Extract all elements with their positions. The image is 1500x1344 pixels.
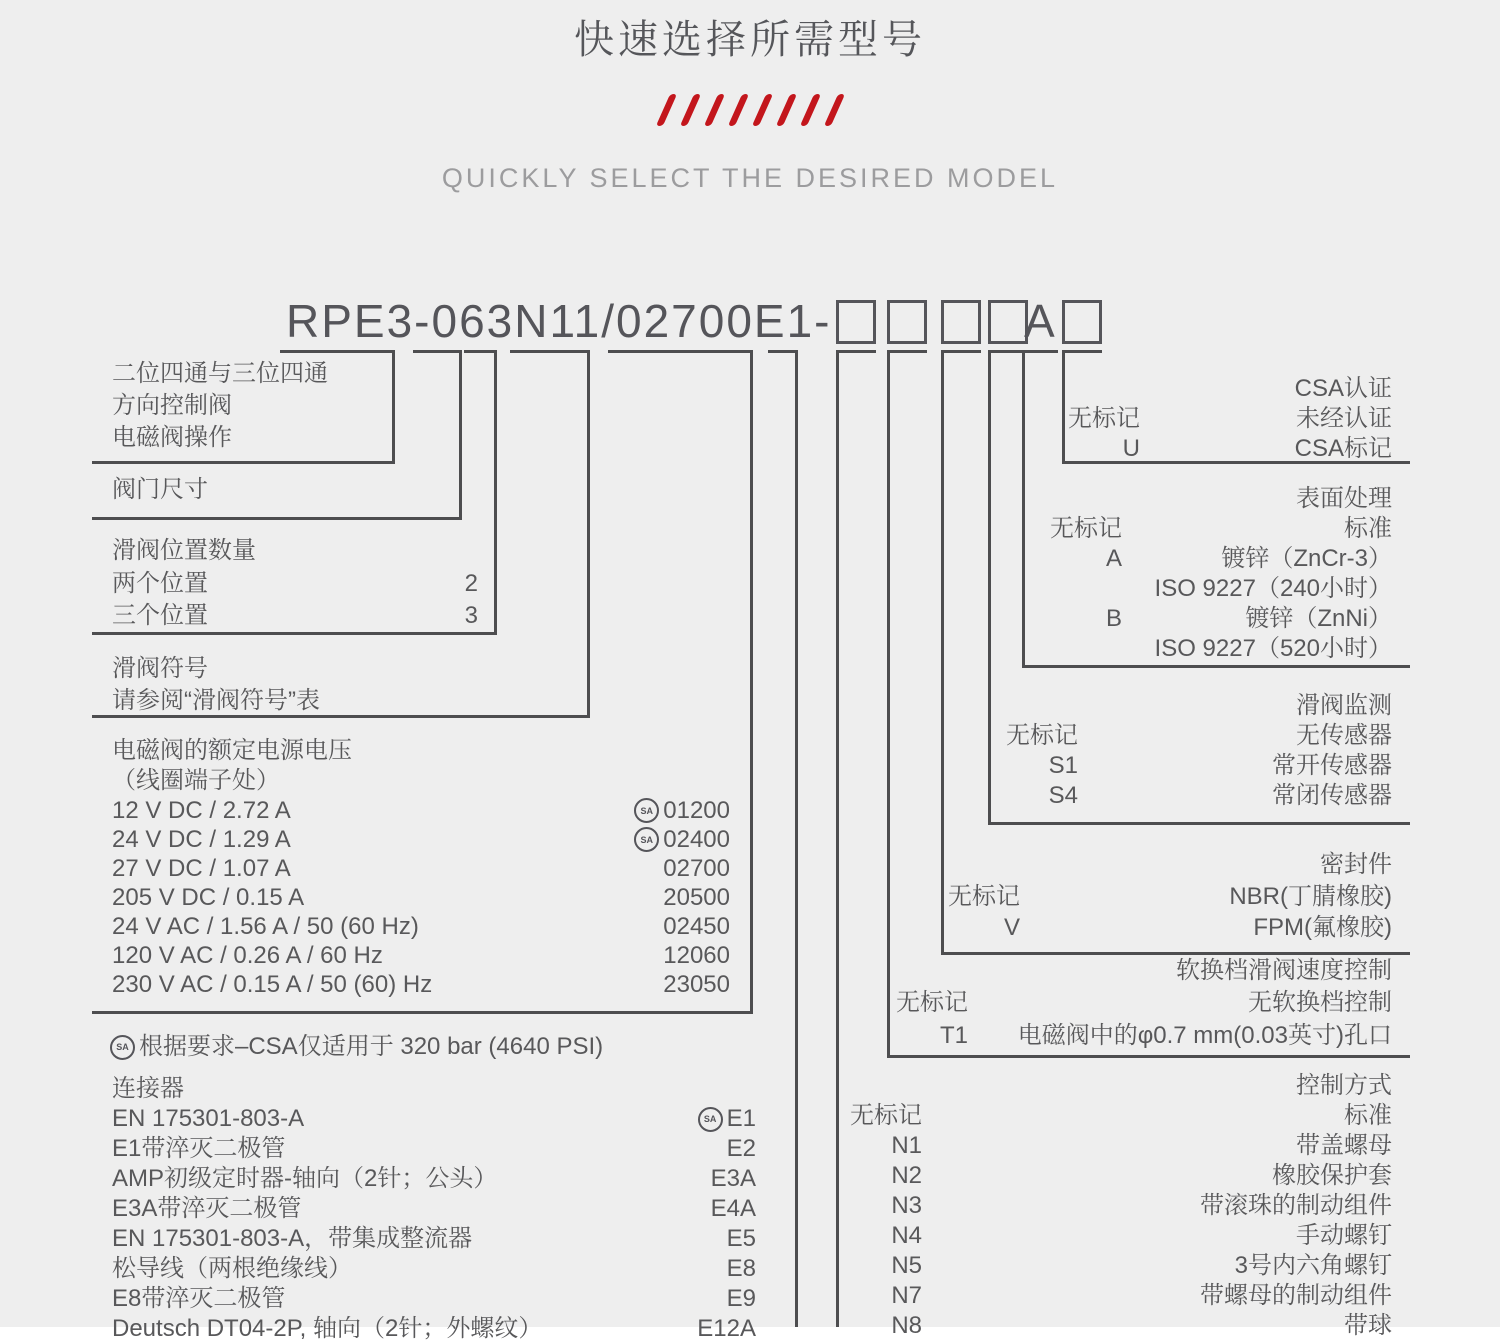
option-label: CSA标记 — [1294, 435, 1392, 462]
underline-spool-symbol — [510, 350, 590, 353]
option-label: 27 V DC / 1.07 A — [112, 854, 291, 882]
csa-note — [110, 1028, 603, 1062]
valve-size-label: 阀门尺寸 — [112, 476, 208, 503]
red-slash-icon — [799, 94, 820, 126]
option-row — [800, 986, 1392, 1019]
option-label: E8带淬灭二极管 — [112, 1285, 286, 1312]
option-label: E3A带淬灭二极管 — [112, 1195, 302, 1222]
option-row — [760, 1251, 1392, 1281]
option-row — [112, 1254, 756, 1284]
option-label: ISO 9227（240小时） — [1154, 575, 1392, 602]
section-title: 控制方式 — [1296, 1072, 1392, 1099]
option-code: 01200 — [663, 796, 730, 824]
option-row — [960, 634, 1392, 664]
underline-soft-shifting — [887, 350, 927, 353]
red-slash-icon — [703, 94, 724, 126]
option-label: 3号内六角螺钉 — [1234, 1252, 1392, 1279]
option-row — [960, 544, 1392, 574]
section-connector — [112, 1074, 756, 1344]
option-row — [980, 434, 1392, 464]
option-row — [920, 721, 1392, 751]
option-code: 无标记 — [1068, 405, 1140, 432]
option-code: 无标记 — [948, 882, 1020, 910]
bottomline-soft-shifting — [887, 1055, 1410, 1058]
section-surface-treatment — [960, 484, 1392, 664]
red-slash-icon — [751, 94, 772, 126]
option-row — [800, 1019, 1392, 1052]
option-code: N7 — [891, 1282, 922, 1309]
option-label: NBR(丁腈橡胶) — [1229, 882, 1392, 910]
option-code: B — [1105, 605, 1122, 632]
option-code: 02400 — [663, 825, 730, 853]
section-csa-certification — [980, 374, 1392, 464]
option-label: 三个位置 — [112, 602, 208, 629]
option-label: 24 V AC / 1.56 A / 50 (60 Hz) — [112, 912, 419, 940]
option-label: 无传感器 — [1296, 722, 1392, 749]
bottomline-supply-voltage — [92, 1011, 753, 1014]
section-soft-shifting — [800, 956, 1392, 1052]
code-placeholder-box-4 — [988, 300, 1028, 344]
code-placeholder-box-3 — [941, 300, 981, 344]
option-label: E1带淬灭二极管 — [112, 1135, 286, 1162]
option-label: 镀锌（ZnCr-3） — [1221, 545, 1392, 572]
option-row — [960, 574, 1392, 604]
option-code: U — [1122, 435, 1140, 462]
section-spool-positions — [112, 536, 478, 632]
option-code: E4A — [710, 1195, 756, 1222]
option-label: 无软换档控制 — [1248, 988, 1392, 1016]
option-label: 24 V DC / 1.29 A — [112, 825, 291, 853]
option-label: 松导线（两根绝缘线） — [112, 1255, 352, 1282]
option-code: T1 — [939, 1021, 968, 1049]
option-row — [112, 941, 730, 970]
option-row — [112, 854, 730, 883]
option-label: 常闭传感器 — [1272, 782, 1392, 809]
option-label: 镀锌（ZnNi） — [1245, 605, 1392, 632]
option-label: 标准 — [1344, 515, 1392, 542]
option-code: E1 — [726, 1105, 756, 1132]
option-row — [960, 514, 1392, 544]
option-code: 无标记 — [1006, 722, 1078, 749]
section-title: 滑阀监测 — [1296, 692, 1392, 719]
vline-soft-shifting — [887, 350, 890, 1058]
model-code-fixed-letter: A — [1024, 295, 1055, 347]
bottomline-valve-size — [92, 517, 462, 520]
option-label: 手动螺钉 — [1296, 1222, 1392, 1249]
underline-control-method — [836, 350, 876, 353]
option-code: N1 — [891, 1132, 922, 1159]
section-valve-type — [112, 358, 328, 454]
option-label: AMP初级定时器-轴向（2针；公头） — [112, 1165, 498, 1192]
option-label: 带球 — [1344, 1312, 1392, 1339]
option-code: 无标记 — [850, 1102, 922, 1129]
section-title: 滑阀位置数量 — [112, 537, 256, 564]
option-label: 未经认证 — [1296, 405, 1392, 432]
option-row — [860, 913, 1392, 943]
option-label: EN 175301-803-A，带集成整流器 — [112, 1225, 473, 1252]
option-row — [112, 1284, 756, 1314]
vline-valve-size — [459, 350, 462, 520]
red-slash-icon — [775, 94, 796, 126]
option-row — [112, 568, 478, 600]
option-code: 2 — [464, 570, 478, 597]
section-title: 表面处理 — [1296, 485, 1392, 512]
code-placeholder-box-5 — [1062, 300, 1102, 344]
option-code: E8 — [726, 1255, 756, 1282]
red-slash-icon — [823, 94, 844, 126]
page-subtitle: QUICKLY SELECT THE DESIRED MODEL — [441, 163, 1059, 193]
csa-icon: SA — [634, 798, 659, 823]
option-row — [112, 1314, 756, 1344]
underline-connector — [768, 350, 798, 353]
option-label: 橡胶保护套 — [1272, 1162, 1392, 1189]
csa-note-text: 根据要求–CSA仅适用于 320 bar (4640 PSI) — [139, 1033, 604, 1060]
option-code: 3 — [464, 602, 478, 629]
section-subtitle: （线圈端子处） — [112, 767, 280, 794]
model-code-prefix: RPE3-063N11/02700E1- — [286, 295, 832, 347]
option-code: 02700 — [663, 854, 730, 882]
option-code: A — [1105, 545, 1122, 572]
code-placeholder-box-2 — [887, 300, 927, 344]
option-row — [980, 404, 1392, 434]
option-code: E12A — [697, 1315, 756, 1342]
option-row — [760, 1161, 1392, 1191]
option-label: 电磁阀中的φ0.7 mm(0.03英寸)孔口 — [1017, 1021, 1392, 1049]
option-row — [112, 1194, 756, 1224]
option-label: 两个位置 — [112, 570, 208, 597]
option-label: ISO 9227（520小时） — [1154, 635, 1392, 662]
option-code: 23050 — [663, 970, 730, 998]
valve-type-line: 方向控制阀 — [112, 392, 232, 419]
option-row — [760, 1311, 1392, 1341]
red-slash-icon — [655, 94, 676, 126]
option-row — [920, 751, 1392, 781]
option-code: 无标记 — [1050, 515, 1122, 542]
option-label: 带螺母的制动组件 — [1200, 1282, 1392, 1309]
option-row — [112, 825, 730, 854]
csa-icon: SA — [110, 1035, 135, 1060]
section-spool-symbol — [112, 653, 320, 717]
section-title: 电磁阀的额定电源电压 — [112, 737, 352, 764]
underline-valve-type — [280, 350, 395, 353]
option-label: 120 V AC / 0.26 A / 60 Hz — [112, 941, 383, 969]
option-row — [112, 600, 478, 632]
section-title: 密封件 — [1320, 851, 1392, 878]
option-row — [112, 796, 730, 825]
underline-valve-size — [413, 350, 462, 353]
option-code: N5 — [891, 1252, 922, 1279]
code-placeholder-box-1 — [836, 300, 876, 344]
underline-seals — [941, 350, 981, 353]
option-row — [860, 880, 1392, 913]
option-code: E9 — [726, 1285, 756, 1312]
option-row — [760, 1101, 1392, 1131]
spool-symbol-line: 请参阅“滑阀符号”表 — [112, 687, 320, 714]
option-code: 02450 — [663, 912, 730, 940]
underline-surface-treatment — [1022, 350, 1058, 353]
option-row — [112, 912, 730, 941]
option-row — [112, 1134, 756, 1164]
option-code: 12060 — [663, 941, 730, 969]
option-row — [760, 1191, 1392, 1221]
option-code: 20500 — [663, 883, 730, 911]
option-label: FPM(氟橡胶) — [1253, 914, 1392, 941]
option-code: N8 — [891, 1312, 922, 1339]
vline-valve-type — [392, 350, 395, 464]
option-label: 带盖螺母 — [1296, 1132, 1392, 1159]
bottomline-surface-treatment — [1022, 665, 1410, 668]
underline-supply-voltage — [608, 350, 753, 353]
option-label: 205 V DC / 0.15 A — [112, 883, 305, 911]
red-slashes-decoration — [0, 94, 1500, 126]
option-code: E3A — [710, 1165, 756, 1192]
option-code: N4 — [891, 1222, 922, 1249]
option-label: 230 V AC / 0.15 A / 50 (60) Hz — [112, 970, 433, 998]
option-row — [112, 1224, 756, 1254]
vline-spool-symbol — [587, 350, 590, 718]
option-code: S4 — [1048, 782, 1078, 809]
bottomline-spool-monitoring — [988, 822, 1410, 825]
option-code: E2 — [726, 1135, 756, 1162]
option-label: EN 175301-803-A — [112, 1105, 305, 1132]
csa-icon: SA — [634, 827, 659, 852]
option-row — [760, 1221, 1392, 1251]
page-title: 快速选择所需型号 — [574, 18, 926, 62]
option-row — [112, 1164, 756, 1194]
option-row — [960, 604, 1392, 634]
option-code: S1 — [1048, 752, 1078, 779]
option-row — [920, 781, 1392, 811]
section-seals — [860, 850, 1392, 943]
valve-type-line: 电磁阀操作 — [112, 424, 232, 451]
bottomline-seals — [941, 952, 1410, 955]
section-title: 连接器 — [112, 1075, 184, 1102]
option-code: N3 — [891, 1192, 922, 1219]
section-supply-voltage — [112, 736, 730, 999]
valve-type-line: 二位四通与三位四通 — [112, 360, 328, 387]
section-spool-monitoring — [920, 691, 1392, 811]
bottomline-spool-positions — [92, 632, 497, 635]
red-slash-icon — [679, 94, 700, 126]
option-label: 标准 — [1344, 1102, 1392, 1129]
red-slash-icon — [727, 94, 748, 126]
vline-spool-positions — [494, 350, 497, 635]
bottomline-valve-type — [92, 461, 395, 464]
section-title: 软换档滑阀速度控制 — [1176, 957, 1392, 984]
csa-icon: SA — [698, 1107, 723, 1132]
option-code: V — [1003, 914, 1020, 941]
option-label: 带滚珠的制动组件 — [1200, 1192, 1392, 1219]
option-code: N2 — [891, 1162, 922, 1189]
option-label: 12 V DC / 2.72 A — [112, 796, 291, 824]
option-code: 无标记 — [896, 988, 968, 1016]
option-label: 常开传感器 — [1272, 752, 1392, 779]
underline-spool-positions — [464, 350, 497, 353]
option-row — [112, 970, 730, 999]
section-control-method — [760, 1071, 1392, 1341]
option-row — [112, 883, 730, 912]
spool-symbol-line: 滑阀符号 — [112, 655, 208, 682]
option-code: E5 — [726, 1225, 756, 1252]
section-valve-size — [112, 475, 208, 505]
section-title: CSA认证 — [1294, 375, 1392, 402]
option-row — [760, 1131, 1392, 1161]
vline-supply-voltage — [750, 350, 753, 1014]
option-row — [760, 1281, 1392, 1311]
underline-csa-certification — [1062, 350, 1102, 353]
option-row — [112, 1104, 756, 1134]
option-label: Deutsch DT04-2P, 轴向（2针；外螺纹） — [112, 1315, 543, 1342]
